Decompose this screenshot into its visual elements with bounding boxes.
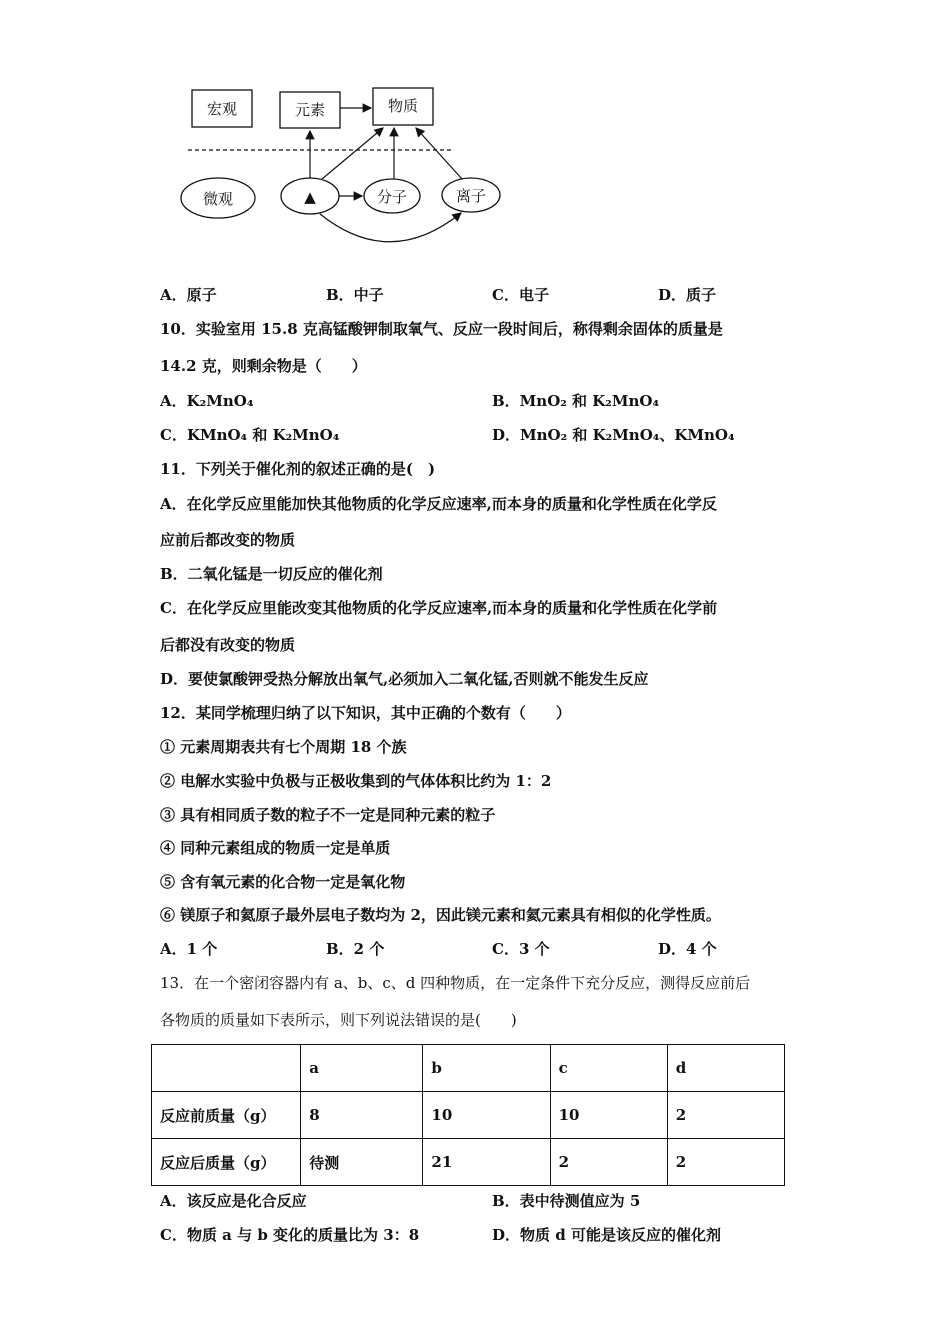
mass-table [151, 1044, 785, 1186]
table-cell: 待测 [301, 1139, 423, 1186]
q13-option-c[interactable]: C．物质 a 与 b 变化的质量比为 3：8 [160, 1226, 420, 1244]
q11-option-a-line2[interactable]: 应前后都改变的物质 [160, 531, 296, 549]
micro-label: 微观 [202, 190, 234, 208]
q9-option-c[interactable]: C．电子 [492, 286, 549, 304]
q13-option-a[interactable]: A．该反应是化合反应 [160, 1192, 307, 1210]
q11-option-d[interactable]: D．要使氯酸钾受热分解放出氧气,必须加入二氧化锰,否则就不能发生反应 [160, 670, 649, 688]
q10-option-b[interactable]: B．MnO₂ 和 K₂MnO₄ [492, 392, 660, 410]
table-header-row [152, 1045, 785, 1092]
table-header-cell: d [667, 1045, 784, 1092]
unknown-symbol: ▲ [304, 188, 316, 206]
q10-option-a[interactable]: A．K₂MnO₄ [160, 392, 254, 410]
macro-micro-diagram [170, 80, 520, 270]
q12-item-3: ③ 具有相同质子数的粒子不一定是同种元素的粒子 [160, 806, 496, 824]
q12-option-c[interactable]: C．3 个 [492, 940, 550, 958]
table-cell: 2 [667, 1139, 784, 1186]
q9-option-d[interactable]: D．质子 [658, 286, 717, 304]
table-cell: 21 [423, 1139, 550, 1186]
q12-option-d[interactable]: D．4 个 [658, 940, 717, 958]
molecule-label: 分子 [376, 188, 408, 206]
arrow-unknown-substance [322, 128, 383, 179]
q10-stem-line1: 10．实验室用 15.8 克高锰酸钾制取氧气、反应一段时间后，称得剩余固体的质量是 [160, 320, 723, 338]
q9-option-a[interactable]: A．原子 [160, 286, 217, 304]
q10-stem-line2: 14.2 克，则剩余物是（ ） [160, 357, 367, 375]
q11-option-b[interactable]: B．二氧化锰是一切反应的催化剂 [160, 565, 383, 583]
arrow-unknown-ion [320, 213, 461, 242]
q13-stem-line1: 13．在一个密闭容器内有 a、b、c、d 四种物质，在一定条件下充分反应，测得反应前后 [160, 974, 751, 992]
q12-item-6: ⑥ 镁原子和氦原子最外层电子数均为 2，因此镁元素和氦元素具有相似的化学性质。 [160, 906, 721, 924]
macro-label: 宏观 [206, 100, 238, 118]
table-row [152, 1139, 785, 1186]
q12-item-4: ④ 同种元素组成的物质一定是单质 [160, 839, 391, 857]
q12-item-2: ② 电解水实验中负极与正极收集到的气体体积比约为 1：2 [160, 772, 552, 790]
ion-label: 离子 [455, 187, 487, 205]
table-cell: 10 [423, 1092, 550, 1139]
q11-option-c-line2[interactable]: 后都没有改变的物质 [160, 636, 296, 654]
table-cell: 2 [667, 1092, 784, 1139]
table-cell: 反应后质量（g） [152, 1139, 301, 1186]
table-header-cell: c [550, 1045, 667, 1092]
arrow-ion-substance [416, 128, 462, 179]
table-header-cell [152, 1045, 301, 1092]
q12-option-a[interactable]: A．1 个 [160, 940, 218, 958]
q12-item-1: ① 元素周期表共有七个周期 18 个族 [160, 738, 407, 756]
table-cell: 2 [550, 1139, 667, 1186]
q12-stem: 12．某同学梳理归纳了以下知识，其中正确的个数有（ ） [160, 704, 571, 722]
q9-option-b[interactable]: B．中子 [326, 286, 384, 304]
q12-item-5: ⑤ 含有氧元素的化合物一定是氧化物 [160, 873, 406, 891]
table-cell: 反应前质量（g） [152, 1092, 301, 1139]
table-cell: 8 [301, 1092, 423, 1139]
q11-option-c-line1[interactable]: C．在化学反应里能改变其他物质的化学反应速率,而本身的质量和化学性质在化学前 [160, 599, 718, 617]
table-header-cell: b [423, 1045, 550, 1092]
table-cell: 10 [550, 1092, 667, 1139]
q10-option-d[interactable]: D．MnO₂ 和 K₂MnO₄、KMnO₄ [492, 426, 735, 444]
q11-stem: 11．下列关于催化剂的叙述正确的是( ) [160, 460, 436, 478]
q11-option-a-line1[interactable]: A．在化学反应里能加快其他物质的化学反应速率,而本身的质量和化学性质在化学反 [160, 495, 717, 513]
q13-option-b[interactable]: B．表中待测值应为 5 [492, 1192, 641, 1210]
table-header-cell: a [301, 1045, 423, 1092]
q13-option-d[interactable]: D．物质 d 可能是该反应的催化剂 [492, 1226, 721, 1244]
table-row [152, 1092, 785, 1139]
substance-label: 物质 [387, 97, 419, 115]
q10-option-c[interactable]: C．KMnO₄ 和 K₂MnO₄ [160, 426, 340, 444]
q12-option-b[interactable]: B．2 个 [326, 940, 385, 958]
element-label: 元素 [294, 101, 326, 119]
q13-stem-line2: 各物质的质量如下表所示，则下列说法错误的是( ) [160, 1011, 517, 1029]
